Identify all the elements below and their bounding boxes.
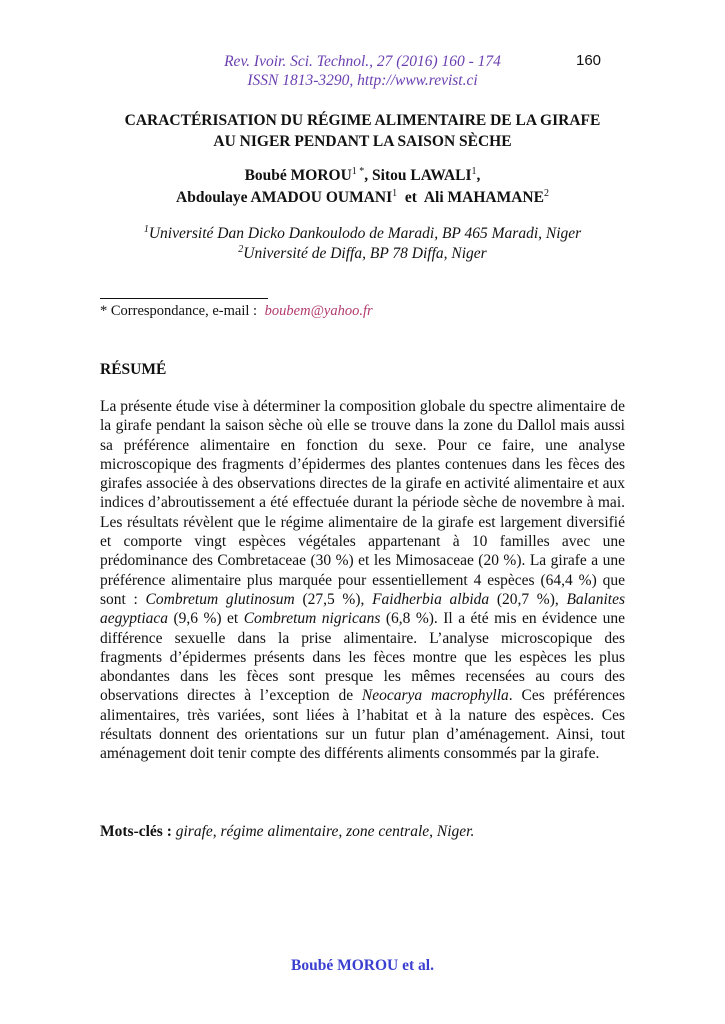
affiliations bbox=[60, 224, 665, 264]
correspondence-email-link[interactable]: boubem@yahoo.fr bbox=[264, 303, 373, 319]
abstract-body bbox=[100, 397, 625, 764]
keywords bbox=[100, 823, 474, 841]
keywords-terms: girafe, régime alimentaire, zone centrale, Niger. bbox=[175, 823, 475, 840]
author-name: Ali MAHAMANE bbox=[423, 189, 544, 206]
journal-header bbox=[0, 52, 725, 90]
species-name: Combretum glutinosum bbox=[145, 590, 295, 608]
species-name: Combretum nigricans bbox=[243, 610, 381, 628]
abstract-text: (27,5 %), bbox=[294, 590, 373, 608]
keywords-label: Mots-clés : bbox=[100, 823, 172, 840]
abstract-text: (6,8 %). Il a été mis en évidence une différence sexuelle dans la prise alimentaire. L’analyse microscopique des fragments d’épidermes présents dans les fèces montre que les espèces les plus abondantes dans les fèces sont presque les mêmes recensées au cours des observations directes à l’exception de bbox=[100, 610, 625, 705]
author-affiliation-mark: 1 * bbox=[351, 165, 365, 177]
running-footer: Boubé MOROU et al. bbox=[291, 957, 434, 974]
author-separator: , bbox=[364, 167, 373, 184]
journal-citation: Rev. Ivoir. Sci. Technol., 27 (2016) 160 - 174 bbox=[224, 53, 501, 70]
abstract-heading: RÉSUMÉ bbox=[100, 361, 167, 378]
species-name: Faidherbia albida bbox=[372, 590, 490, 608]
author-separator: et bbox=[397, 189, 424, 206]
correspondence-label: * Correspondance, e-mail : bbox=[100, 303, 258, 319]
author-line-1 bbox=[60, 165, 665, 187]
page-number: 160 bbox=[576, 52, 602, 69]
correspondence-note bbox=[100, 303, 373, 320]
footnote-divider bbox=[100, 298, 268, 299]
author-affiliation-mark: 1 bbox=[392, 187, 398, 199]
journal-issn-link[interactable]: ISSN 1813-3290, http://www.revist.ci bbox=[247, 72, 478, 89]
abstract-text: . Ces préférences alimentaires, très variées, sont liées à l’habitat et à la nature des espèces. Ces résultats donnent des orientations sur un futur plan d’aménagement. Ainsi, tout aménagement doit tenir compte des différents aliments consommés par la girafe. bbox=[100, 687, 625, 763]
author-separator: , bbox=[476, 167, 481, 184]
author-list bbox=[60, 165, 665, 209]
affiliation-text: Université de Diffa, BP 78 Diffa, Niger bbox=[243, 245, 487, 262]
author-affiliation-mark: 1 bbox=[471, 165, 477, 177]
author-name: Abdoulaye AMADOU OUMANI bbox=[176, 189, 393, 206]
author-affiliation-mark: 2 bbox=[543, 187, 549, 199]
author-name: Boubé MOROU bbox=[244, 167, 352, 184]
abstract-text: La présente étude vise à déterminer la composition globale du spectre alimentaire de la girafe pendant la saison sèche où elle se trouve dans la zone du Dallol mais aussi sa préférence alimentaire en fonction du sexe. Pour ce faire, une analyse microscopique des fragments d’épidermes des plantes contenues dans les fèces des girafes associée à des observations directes de la girafe en activité alimentaire et aux indices d’abroutissement a été effectuée durant la période sèche de novembre à mai. Les résultats révèlent que le régime alimentaire de la girafe est largement diversifié et comporte vingt espèces végétales appartenant à 10 familles avec une prédominance des Combretaceae (30 %) et les Mimosaceae (20 %). La girafe a une préférence alimentaire plus marquée pour essentiellement 4 espèces (64,4 %) que sont : bbox=[100, 398, 625, 608]
abstract-text: (9,6 %) et bbox=[168, 610, 244, 628]
affiliation-mark: 1 bbox=[143, 223, 149, 235]
species-name: Neocarya macrophylla bbox=[361, 687, 509, 705]
affiliation-2 bbox=[60, 244, 665, 264]
author-line-2 bbox=[60, 187, 665, 209]
abstract-paragraph bbox=[100, 397, 625, 764]
affiliation-mark: 2 bbox=[238, 243, 244, 255]
title-line-2: AU NIGER PENDANT LA SAISON SÈCHE bbox=[213, 133, 512, 150]
affiliation-text: Université Dan Dicko Dankoulodo de Maradi, BP 465 Maradi, Niger bbox=[148, 225, 582, 242]
abstract-text: (20,7 %), bbox=[489, 590, 567, 608]
species-name: Balanites aegyptiaca bbox=[100, 590, 625, 628]
affiliation-1 bbox=[60, 224, 665, 244]
title-line-1: CARACTÉRISATION DU RÉGIME ALIMENTAIRE DE LA GIRAFE bbox=[124, 112, 601, 129]
author-name: Sitou LAWALI bbox=[372, 167, 472, 184]
article-title bbox=[60, 110, 665, 152]
